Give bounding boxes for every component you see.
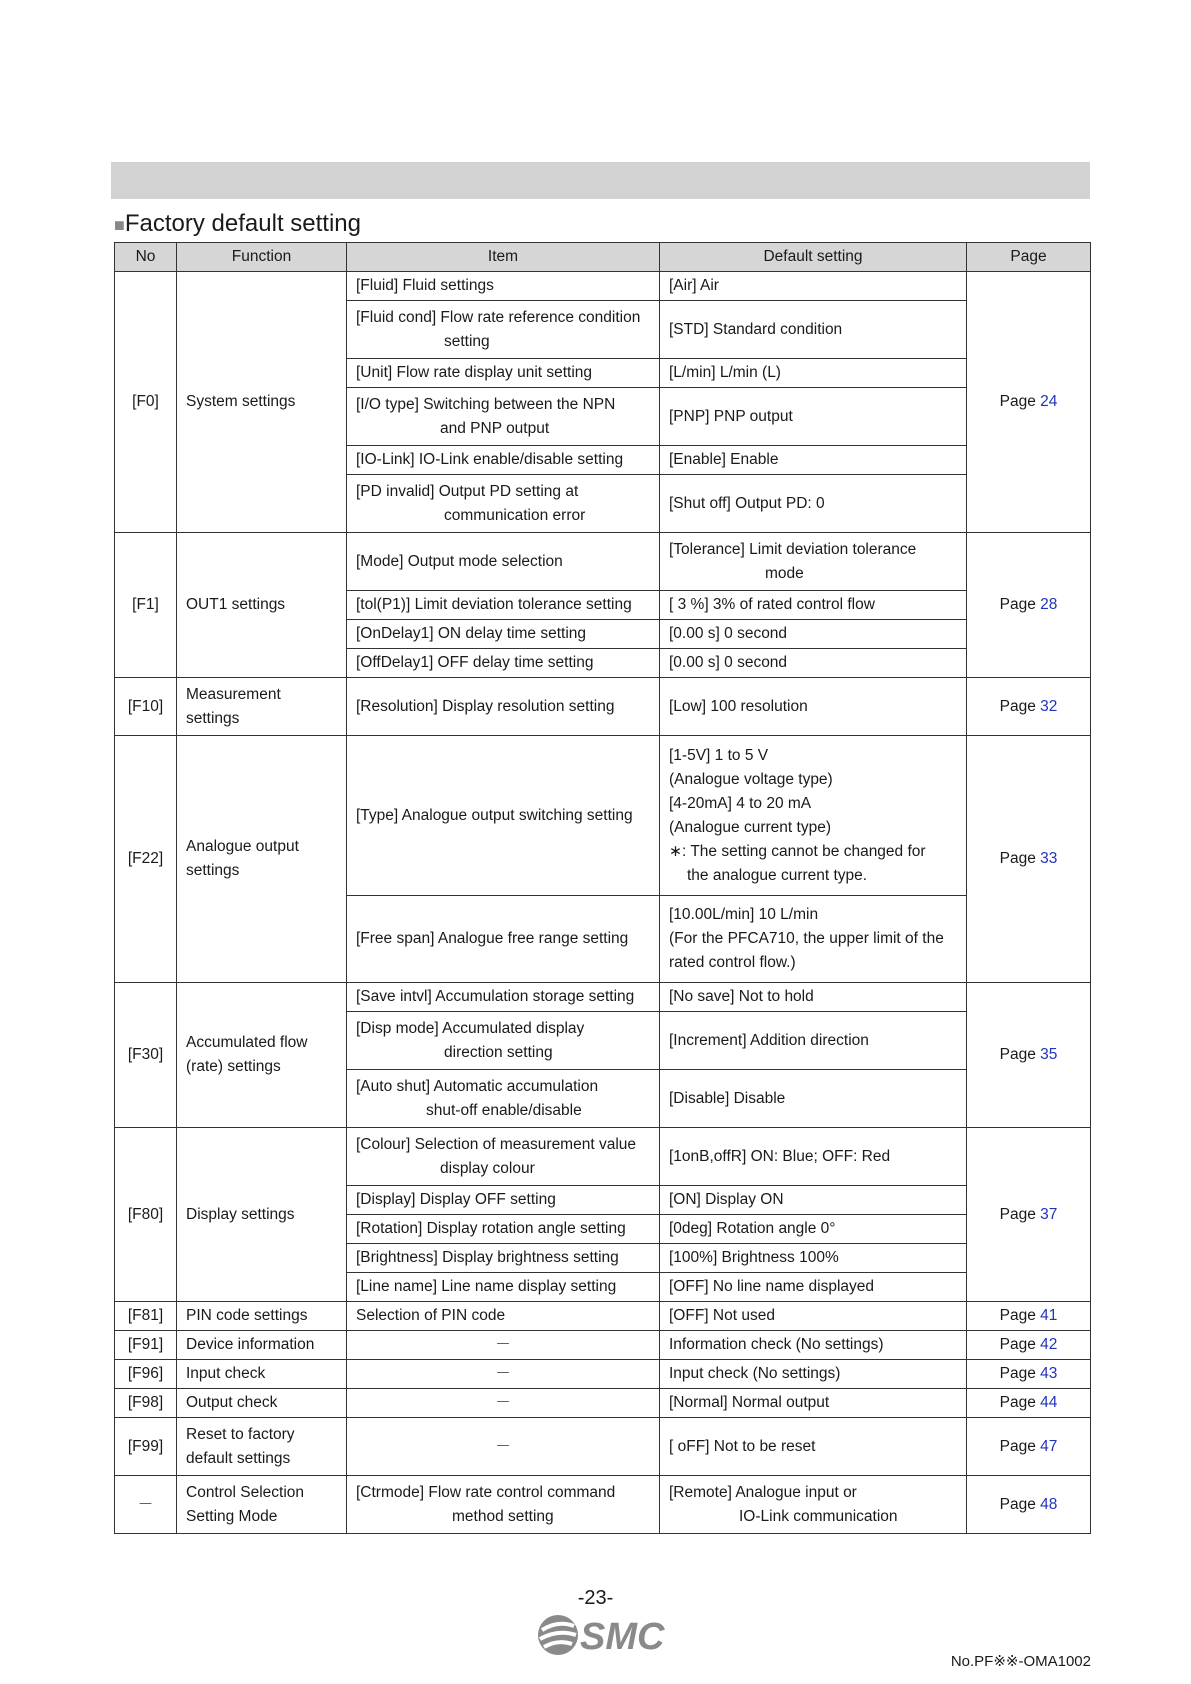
factory-default-table	[114, 242, 1091, 1534]
row-function: PIN code settings	[177, 1302, 347, 1331]
row-no: －	[115, 1476, 177, 1534]
row-function: System settings	[177, 272, 347, 533]
row-default: [STD] Standard condition	[660, 301, 967, 359]
row-page: Page 44	[967, 1389, 1091, 1418]
header-no: No	[115, 243, 177, 272]
row-function: Analogue output settings	[177, 736, 347, 983]
row-item: [Ctrmode] Flow rate control command method setting	[347, 1476, 660, 1534]
row-page: Page 47	[967, 1418, 1091, 1476]
row-default: [1-5V] 1 to 5 V (Analogue voltage type) [4-20mA] 4 to 20 mA (Analogue current type) ∗: The setting cannot be changed for the analogue current type.	[660, 736, 967, 896]
row-default: [No save] Not to hold	[660, 983, 967, 1012]
page-link[interactable]: 42	[1040, 1336, 1058, 1353]
row-page: Page 41	[967, 1302, 1091, 1331]
row-default: [Shut off] Output PD: 0	[660, 475, 967, 533]
header-page: Page	[967, 243, 1091, 272]
table-row	[115, 678, 1091, 736]
row-default: [ 3 %] 3% of rated control flow	[660, 591, 967, 620]
row-page: Page 24	[967, 272, 1091, 533]
row-default: [100%] Brightness 100%	[660, 1244, 967, 1273]
row-default: [L/min] L/min (L)	[660, 359, 967, 388]
document-number: No.PF※※-OMA1002	[950, 1653, 1091, 1670]
bullet-square-icon: ■	[114, 215, 125, 235]
row-item: [Fluid cond] Flow rate reference condition setting	[347, 301, 660, 359]
row-function: Input check	[177, 1360, 347, 1389]
svg-text:SMC: SMC	[580, 1616, 665, 1658]
row-item: [I/O type] Switching between the NPN and PNP output	[347, 388, 660, 446]
row-page: Page 32	[967, 678, 1091, 736]
row-item: [Colour] Selection of measurement value display colour	[347, 1128, 660, 1186]
row-no: [F30]	[115, 983, 177, 1128]
row-default: [Normal] Normal output	[660, 1389, 967, 1418]
page-link[interactable]: 33	[1040, 850, 1058, 867]
table-row	[115, 1360, 1091, 1389]
row-page: Page 48	[967, 1476, 1091, 1534]
row-item: [Display] Display OFF setting	[347, 1186, 660, 1215]
table-row	[115, 983, 1091, 1012]
header-default: Default setting	[660, 243, 967, 272]
row-no: [F80]	[115, 1128, 177, 1302]
row-item: [Line name] Line name display setting	[347, 1273, 660, 1302]
row-item: [Auto shut] Automatic accumulation shut-off enable/disable	[347, 1070, 660, 1128]
row-default: [Enable] Enable	[660, 446, 967, 475]
table-row	[115, 1128, 1091, 1186]
row-default: Input check (No settings)	[660, 1360, 967, 1389]
page-link[interactable]: 44	[1040, 1394, 1058, 1411]
row-default: [Remote] Analogue input or IO-Link communication	[660, 1476, 967, 1534]
row-item: [Brightness] Display brightness setting	[347, 1244, 660, 1273]
row-no: [F81]	[115, 1302, 177, 1331]
row-page: Page 43	[967, 1360, 1091, 1389]
row-item: [PD invalid] Output PD setting at communication error	[347, 475, 660, 533]
row-item: [tol(P1)] Limit deviation tolerance setting	[347, 591, 660, 620]
row-default: [PNP] PNP output	[660, 388, 967, 446]
row-item: [IO-Link] IO-Link enable/disable setting	[347, 446, 660, 475]
row-default: [1onB,offR] ON: Blue; OFF: Red	[660, 1128, 967, 1186]
page-link[interactable]: 47	[1040, 1437, 1058, 1455]
row-item: [Fluid] Fluid settings	[347, 272, 660, 301]
row-page: Page 42	[967, 1331, 1091, 1360]
row-item: [Rotation] Display rotation angle setting	[347, 1215, 660, 1244]
header-function: Function	[177, 243, 347, 272]
row-function: Output check	[177, 1389, 347, 1418]
row-default: [OFF] No line name displayed	[660, 1273, 967, 1302]
row-item: Selection of PIN code	[347, 1302, 660, 1331]
row-no: [F99]	[115, 1418, 177, 1476]
row-item: －	[347, 1331, 660, 1360]
row-function: Device information	[177, 1331, 347, 1360]
row-no: [F22]	[115, 736, 177, 983]
row-default: [10.00L/min] 10 L/min (For the PFCA710, the upper limit of the rated control flow.)	[660, 896, 967, 983]
row-page: Page 28	[967, 533, 1091, 678]
row-default: [0.00 s] 0 second	[660, 620, 967, 649]
row-page: Page 35	[967, 983, 1091, 1128]
row-page: Page 33	[967, 736, 1091, 983]
page-link[interactable]: 32	[1040, 697, 1058, 715]
page-link[interactable]: 48	[1040, 1495, 1058, 1513]
table-row	[115, 1331, 1091, 1360]
table-row	[115, 533, 1091, 591]
row-no: [F1]	[115, 533, 177, 678]
row-item: －	[347, 1360, 660, 1389]
row-no: [F0]	[115, 272, 177, 533]
row-item: [Free span] Analogue free range setting	[347, 896, 660, 983]
row-function: Display settings	[177, 1128, 347, 1302]
row-no: [F10]	[115, 678, 177, 736]
row-default: [Low] 100 resolution	[660, 678, 967, 736]
row-item: [Mode] Output mode selection	[347, 533, 660, 591]
row-no: [F96]	[115, 1360, 177, 1389]
row-page: Page 37	[967, 1128, 1091, 1302]
row-default: [Air] Air	[660, 272, 967, 301]
row-function: Accumulated flow (rate) settings	[177, 983, 347, 1128]
row-default: [ oFF] Not to be reset	[660, 1418, 967, 1476]
table-row	[115, 1476, 1091, 1534]
row-default: [Disable] Disable	[660, 1070, 967, 1128]
table-row	[115, 736, 1091, 896]
row-item: －	[347, 1389, 660, 1418]
row-item: [Save intvl] Accumulation storage setting	[347, 983, 660, 1012]
table-row	[115, 1418, 1091, 1476]
page-link[interactable]: 41	[1040, 1307, 1058, 1324]
row-item: [Disp mode] Accumulated display direction setting	[347, 1012, 660, 1070]
page-number: -23-	[577, 1587, 614, 1609]
row-no: [F98]	[115, 1389, 177, 1418]
table-row	[115, 1389, 1091, 1418]
row-default: Information check (No settings)	[660, 1331, 967, 1360]
row-item: [Resolution] Display resolution setting	[347, 678, 660, 736]
row-function: Control Selection Setting Mode	[177, 1476, 347, 1534]
header-band	[111, 162, 1090, 199]
table-row	[115, 272, 1091, 301]
page-link[interactable]: 43	[1040, 1365, 1058, 1382]
table-header-row	[115, 243, 1091, 272]
page-link[interactable]: 37	[1040, 1205, 1058, 1223]
table-row	[115, 1302, 1091, 1331]
row-item: [OnDelay1] ON delay time setting	[347, 620, 660, 649]
row-item: [Unit] Flow rate display unit setting	[347, 359, 660, 388]
row-default: [0.00 s] 0 second	[660, 649, 967, 678]
row-default: [0deg] Rotation angle 0°	[660, 1215, 967, 1244]
header-item: Item	[347, 243, 660, 272]
row-item: －	[347, 1418, 660, 1476]
row-default: [OFF] Not used	[660, 1302, 967, 1331]
row-function: Measurement settings	[177, 678, 347, 736]
section-title: ■Factory default setting	[114, 210, 361, 237]
smc-logo	[536, 1612, 672, 1658]
row-item: [Type] Analogue output switching setting	[347, 736, 660, 896]
row-item: [OffDelay1] OFF delay time setting	[347, 649, 660, 678]
page-link[interactable]: 28	[1040, 596, 1058, 613]
row-default: [ON] Display ON	[660, 1186, 967, 1215]
row-function: OUT1 settings	[177, 533, 347, 678]
row-default: [Tolerance] Limit deviation tolerance mode	[660, 533, 967, 591]
row-default: [Increment] Addition direction	[660, 1012, 967, 1070]
row-no: [F91]	[115, 1331, 177, 1360]
page-link[interactable]: 35	[1040, 1046, 1058, 1063]
row-function: Reset to factory default settings	[177, 1418, 347, 1476]
page-link[interactable]: 24	[1040, 393, 1058, 410]
